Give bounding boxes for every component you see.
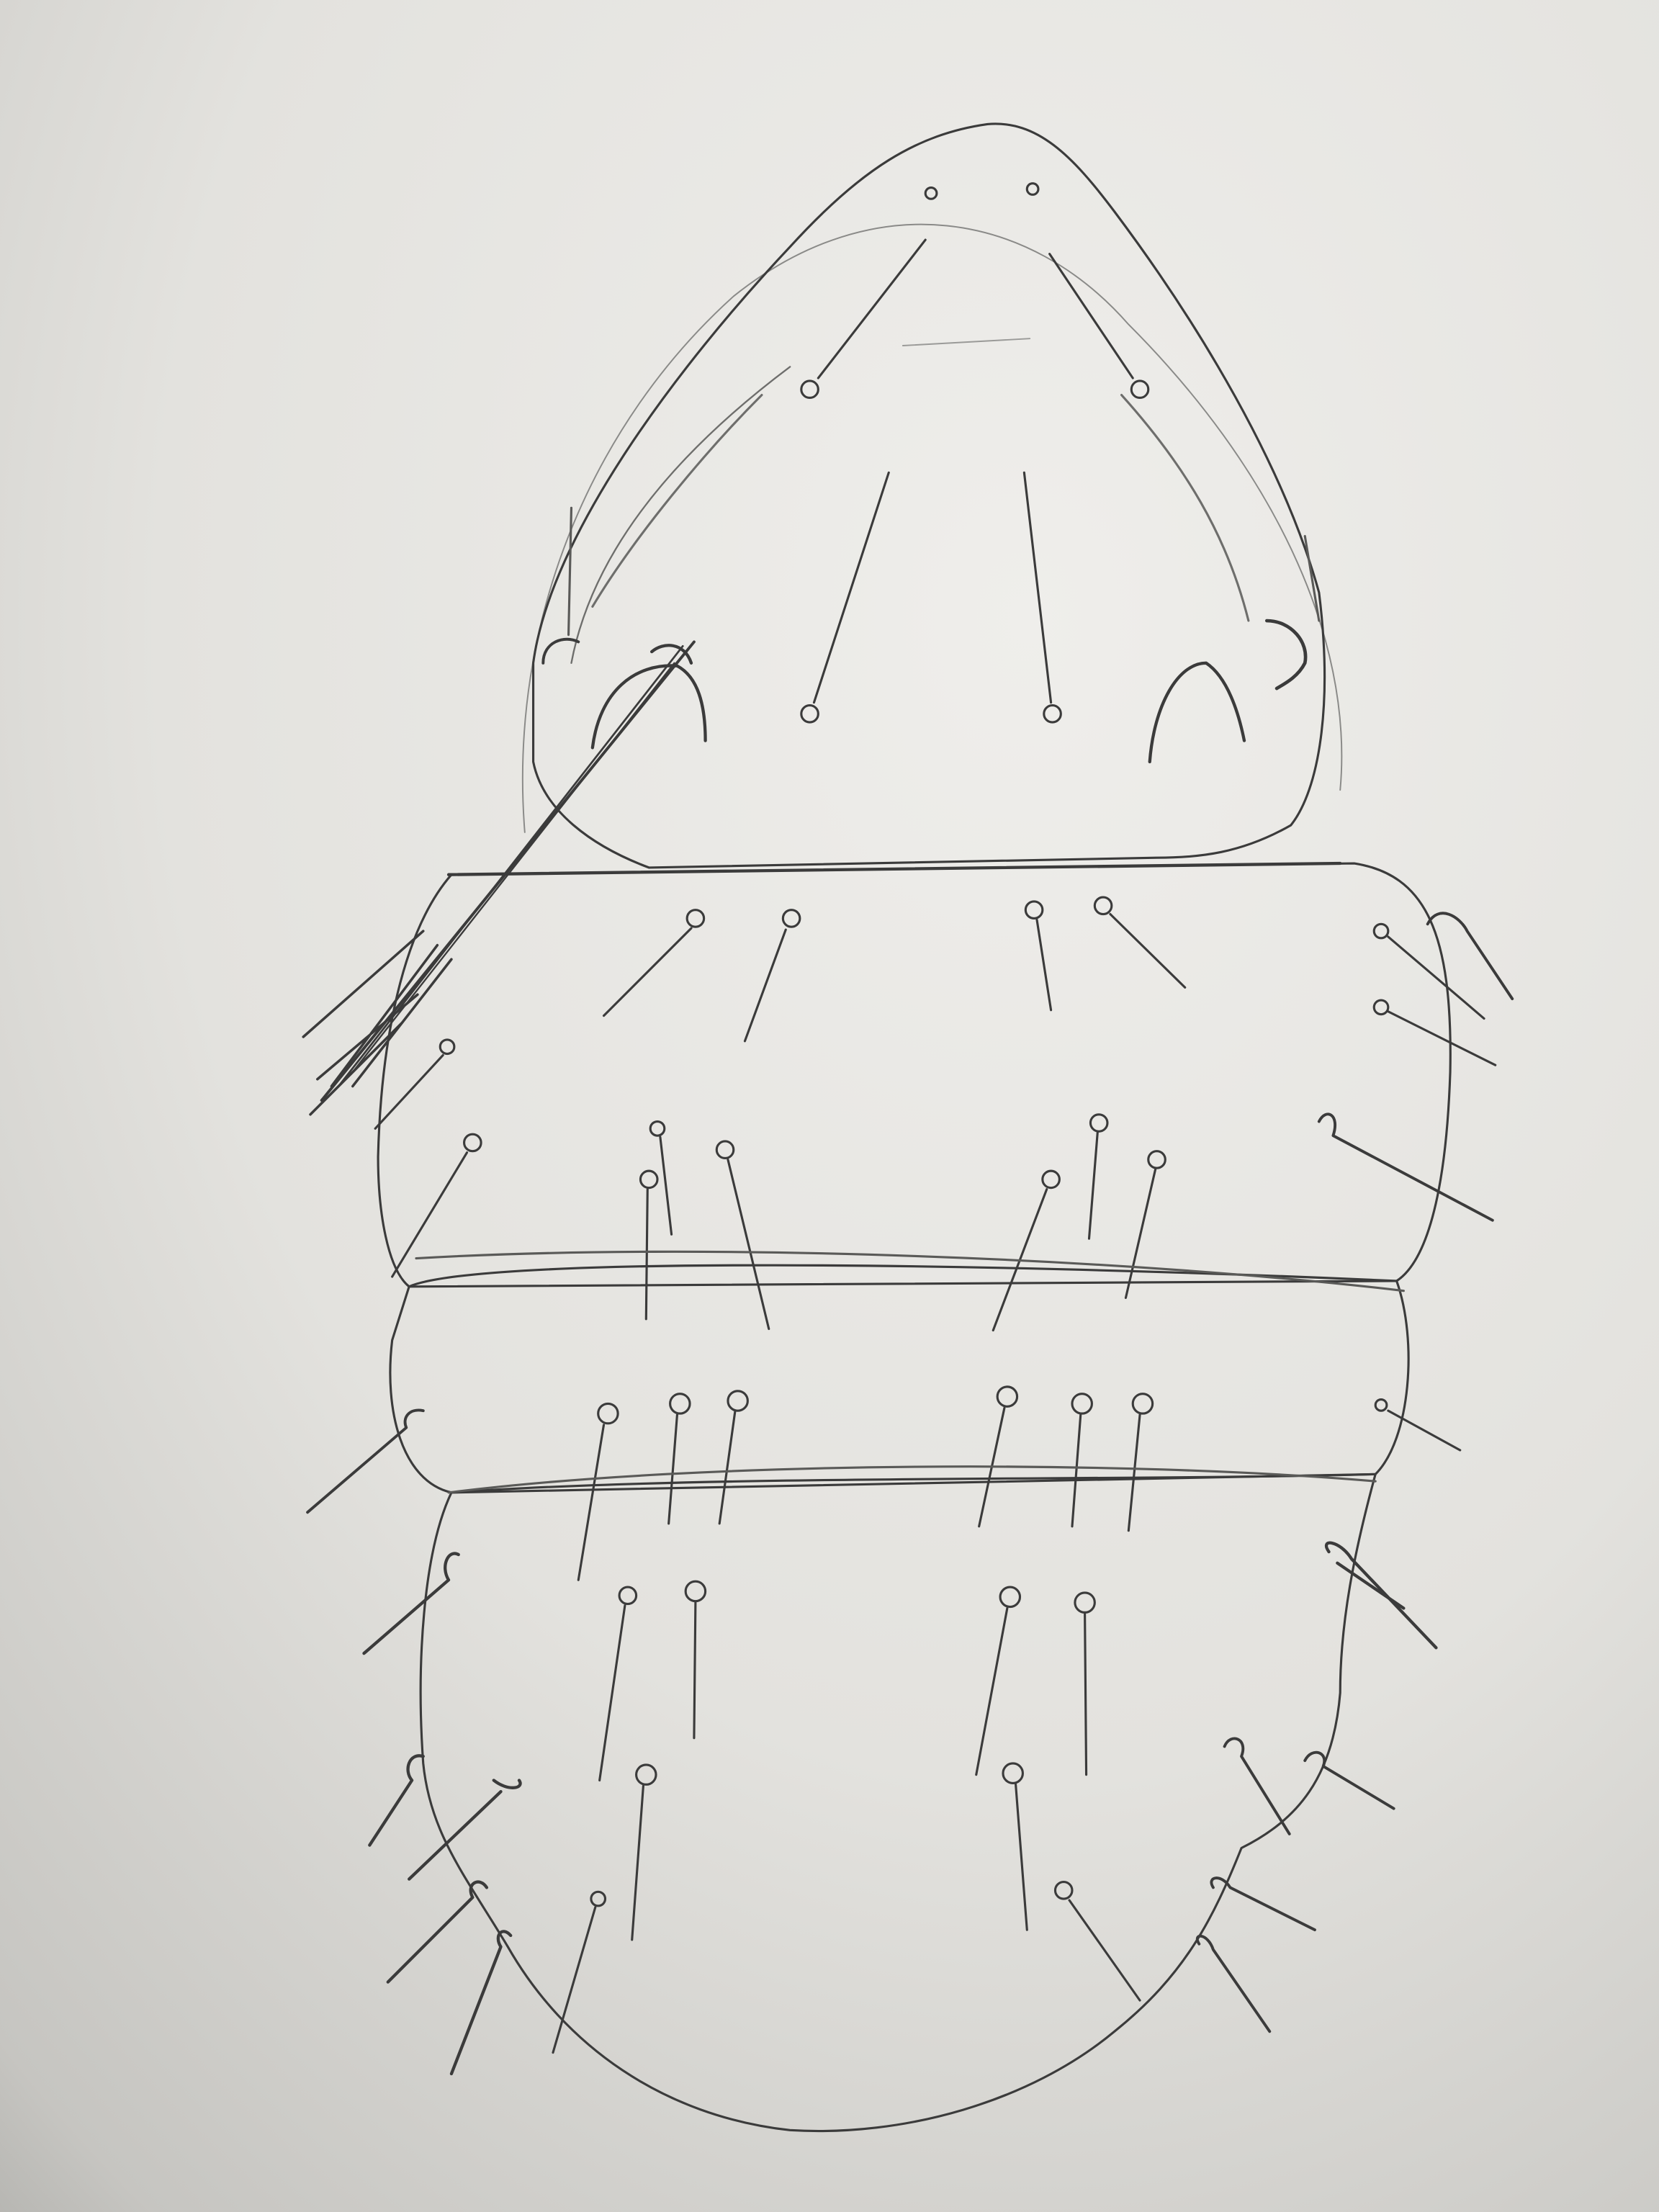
seta [646, 1190, 647, 1319]
seta [694, 1603, 696, 1738]
seta [1085, 1614, 1087, 1774]
